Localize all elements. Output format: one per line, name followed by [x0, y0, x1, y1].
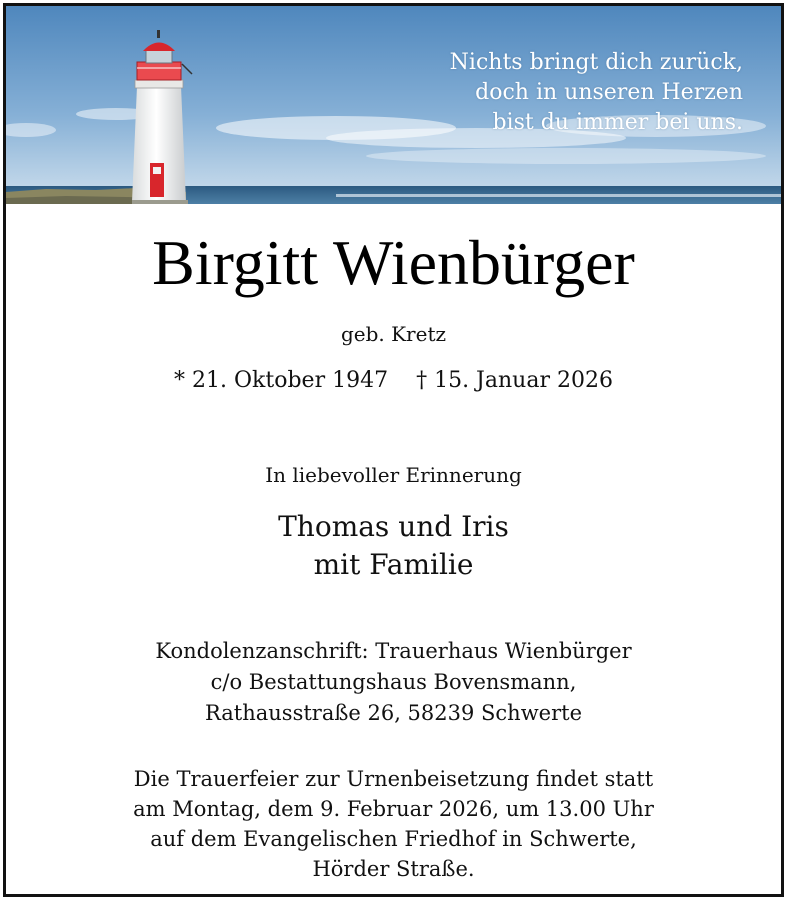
family-line: mit Familie	[313, 548, 474, 581]
quote-line: bist du immer bei uns.	[492, 110, 743, 135]
birth-date: * 21. Oktober 1947	[174, 368, 389, 393]
death-date: † 15. Januar 2026	[416, 368, 613, 393]
memory-line: In liebevoller Erinnerung	[265, 463, 522, 487]
ceremony-line: am Montag, dem 9. Februar 2026, um 13.00 Uhr	[133, 797, 654, 821]
lighthouse-banner	[6, 6, 781, 204]
quote-line: doch in unseren Herzen	[475, 80, 743, 105]
obituary-notice	[3, 3, 784, 897]
memorial-quote	[223, 48, 743, 138]
ceremony-line: Die Trauerfeier zur Urnenbeisetzung findet statt	[133, 767, 654, 791]
quote-line: Nichts bringt dich zurück,	[449, 50, 743, 75]
family-line: Thomas und Iris	[278, 510, 509, 543]
deceased-name: Birgitt Wienbürger	[152, 227, 635, 298]
life-dates	[6, 367, 781, 395]
ceremony-line: Hörder Straße.	[312, 857, 475, 881]
birth-name: geb. Kretz	[340, 322, 447, 346]
family-names	[6, 508, 781, 584]
condolence-address	[6, 636, 781, 729]
funeral-details	[6, 764, 781, 884]
condolence-line: Kondolenzanschrift: Trauerhaus Wienbürger	[155, 639, 632, 663]
ceremony-line: auf dem Evangelischen Friedhof in Schwerte,	[150, 827, 637, 851]
condolence-line: Rathausstraße 26, 58239 Schwerte	[204, 701, 583, 725]
condolence-line: c/o Bestattungshaus Bovensmann,	[210, 670, 577, 694]
